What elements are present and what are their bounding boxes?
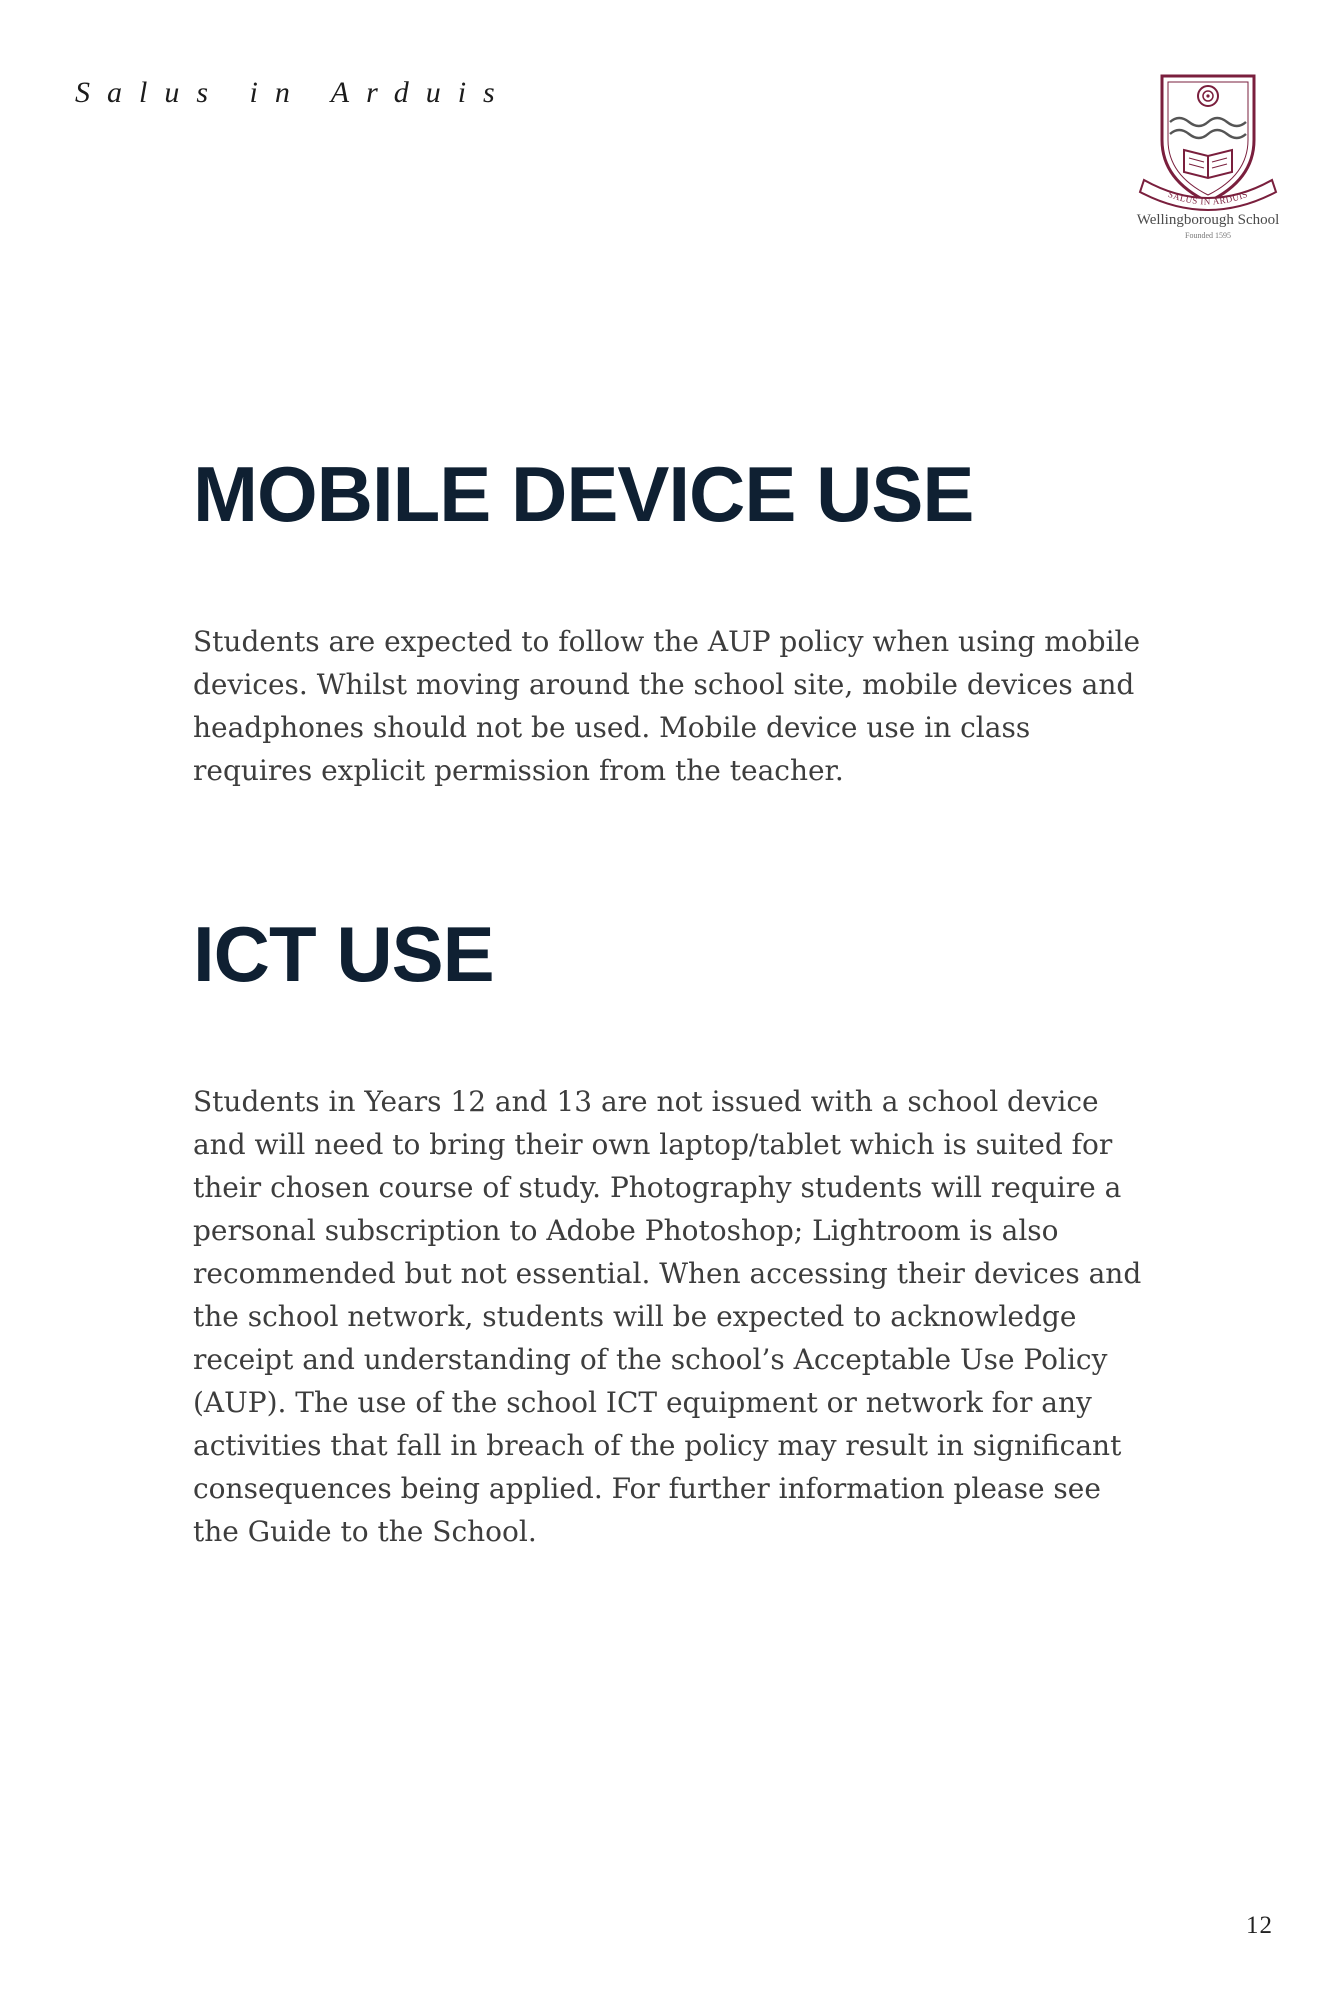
school-founded: Founded 1595	[1185, 231, 1231, 240]
crest-shield-icon	[1122, 70, 1294, 212]
section-heading-mobile-device-use: MOBILE DEVICE USE	[193, 450, 974, 538]
section-heading-ict-use: ICT USE	[193, 910, 494, 998]
crest-banner-text: SALUS IN ARDUIS	[1166, 188, 1250, 207]
school-crest	[1122, 70, 1294, 245]
school-name: Wellingborough School	[1136, 212, 1280, 228]
page-number: 12	[1246, 1912, 1273, 1939]
header-motto: Salus in Arduis	[75, 76, 512, 109]
section-body-ict-use: Students in Years 12 and 13 are not issued with a school device and will need to bring their own laptop/tablet which is suited for their chosen course of study. Photography students will require a personal subscription to Adobe Photoshop; Lightroom is also recommended but not essential. When accessing their devices and the school network, students will be expected to acknowledge receipt and understanding of the school’s Acceptable Use Policy (AUP). The use of the school ICT equipment or network for any activities that fall in breach of the policy may result in significant consequences being applied. For further information please see the Guide to the School.	[193, 1085, 1142, 1548]
section-body-mobile-device-use: Students are expected to follow the AUP policy when using mobile devices. Whilst moving around the school site, mobile devices and headphones should not be used. Mobile device use in class requires explicit permission from the teacher.	[193, 625, 1141, 787]
